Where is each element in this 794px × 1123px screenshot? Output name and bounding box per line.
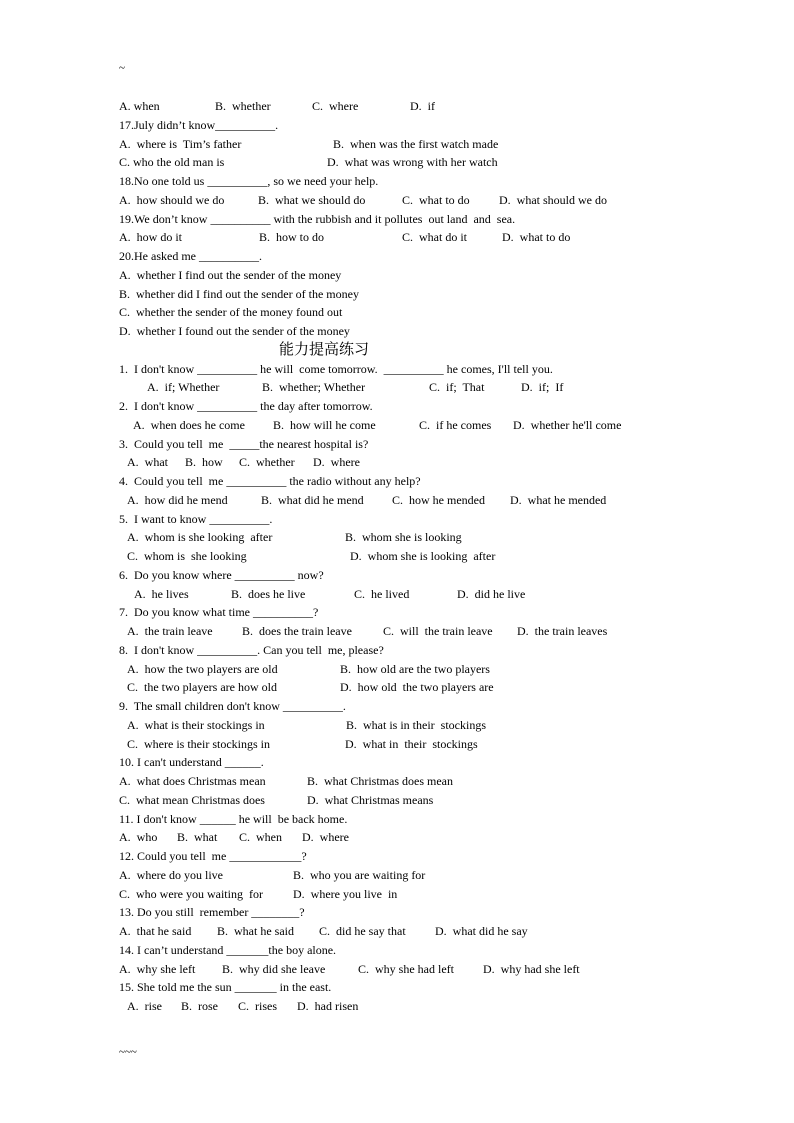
- question-text: 17.July didn’t know__________.: [119, 117, 279, 132]
- text-line: [119, 453, 719, 472]
- footer-mark: ~~~: [119, 1046, 137, 1058]
- option-text: B. whether: [215, 99, 271, 113]
- text-line: [119, 903, 719, 922]
- option-text: C. why she had left: [358, 961, 454, 976]
- question-text: 15. She told me the sun _______ in the east.: [119, 980, 332, 995]
- option-text: C. if; That: [429, 380, 485, 395]
- text-line: [119, 472, 719, 491]
- header-mark: ~: [119, 62, 125, 74]
- option-text: C. where: [312, 99, 359, 113]
- question-text: B. whether did I find out the sender of the money: [119, 286, 359, 301]
- text-line: [119, 885, 719, 904]
- option-text: A. when: [119, 99, 160, 113]
- option-text: D. why had she left: [483, 961, 580, 976]
- text-line: [119, 997, 719, 1016]
- text-line: [119, 978, 719, 997]
- question-text: 19.We don’t know __________ with the rubbish and it pollutes out land and sea.: [119, 211, 516, 226]
- option-text: B. how will he come: [273, 417, 376, 432]
- option-text: B. does he live: [231, 586, 306, 601]
- option-text: C. did he say that: [319, 924, 406, 938]
- text-line: [119, 847, 719, 866]
- text-line: [119, 528, 719, 547]
- text-line: [119, 228, 719, 247]
- option-text: D. what he mended: [510, 492, 607, 507]
- option-text: D. what should we do: [499, 192, 607, 207]
- option-text: C. the two players are how old: [127, 680, 277, 695]
- option-text: B. what: [177, 830, 218, 845]
- option-text: B. rose: [181, 999, 218, 1013]
- question-text: D. whether I found out the sender of the money: [119, 324, 350, 338]
- option-text: A. whom is she looking after: [127, 530, 273, 545]
- option-text: D. where you live in: [293, 886, 398, 901]
- exercise-block-continued: [119, 97, 719, 341]
- text-line: [119, 416, 719, 435]
- option-text: B. what he said: [217, 924, 294, 938]
- text-line: [119, 678, 719, 697]
- question-text: 1. I don't know __________ he will come tomorrow. __________ he comes, I'll tell you.: [119, 361, 553, 376]
- option-text: C. who were you waiting for: [119, 886, 263, 901]
- exercise-block-improvement: [119, 360, 719, 1016]
- text-line: [119, 810, 719, 829]
- option-text: B. does the train leave: [242, 624, 352, 638]
- text-line: [119, 172, 719, 191]
- option-text: A. when does he come: [133, 417, 245, 432]
- section-title: 能力提高练习: [279, 339, 370, 358]
- option-text: C. whom is she looking: [127, 549, 247, 563]
- option-text: D. had risen: [297, 999, 359, 1013]
- option-text: D. whom she is looking after: [350, 549, 496, 563]
- option-text: B. how to do: [259, 230, 325, 245]
- question-text: 7. Do you know what time __________?: [119, 605, 319, 620]
- option-text: C. when: [239, 830, 282, 845]
- option-text: C. who the old man is: [119, 155, 225, 170]
- question-text: 11. I don't know ______ he will be back home.: [119, 811, 348, 826]
- option-text: A. rise: [127, 999, 162, 1013]
- text-line: [119, 510, 719, 529]
- option-text: D. where: [302, 830, 349, 845]
- option-text: A. what: [127, 455, 168, 470]
- option-text: D. the train leaves: [517, 624, 608, 638]
- option-text: D. if: [410, 99, 435, 113]
- text-line: [119, 828, 719, 847]
- question-text: 13. Do you still remember ________?: [119, 905, 305, 920]
- question-text: 2. I don't know __________ the day after tomorrow.: [119, 399, 373, 413]
- option-text: D. what to do: [502, 230, 571, 245]
- option-text: B. what Christmas does mean: [307, 774, 453, 788]
- question-text: C. whether the sender of the money found out: [119, 305, 343, 320]
- text-line: [119, 435, 719, 454]
- option-text: D. how old the two players are: [340, 680, 494, 695]
- text-line: [119, 866, 719, 885]
- option-text: A. how did he mend: [127, 492, 228, 507]
- text-line: [119, 266, 719, 285]
- text-line: [119, 360, 719, 379]
- option-text: B. what did he mend: [261, 492, 364, 507]
- option-text: A. he lives: [134, 586, 189, 601]
- text-line: [119, 547, 719, 566]
- text-line: [119, 753, 719, 772]
- text-line: [119, 378, 719, 397]
- option-text: A. how the two players are old: [127, 661, 278, 676]
- text-line: [119, 247, 719, 266]
- question-text: 8. I don't know __________. Can you tell me, please?: [119, 642, 384, 657]
- text-line: [119, 791, 719, 810]
- text-line: [119, 922, 719, 941]
- option-text: D. what was wrong with her watch: [327, 155, 498, 170]
- option-text: C. what to do: [402, 192, 470, 207]
- question-text: 10. I can't understand ______.: [119, 755, 264, 770]
- text-line: [119, 622, 719, 641]
- option-text: C. if he comes: [419, 417, 492, 432]
- question-text: 9. The small children don't know __________.: [119, 699, 346, 713]
- text-line: [119, 941, 719, 960]
- question-text: 20.He asked me __________.: [119, 249, 262, 263]
- option-text: A. what does Christmas mean: [119, 774, 266, 788]
- question-text: 12. Could you tell me ____________?: [119, 849, 307, 863]
- option-text: C. will the train leave: [383, 624, 493, 638]
- text-line: [119, 735, 719, 754]
- option-text: B. what is in their stockings: [346, 717, 486, 732]
- text-line: [119, 397, 719, 416]
- text-line: [119, 135, 719, 154]
- option-text: B. when was the first watch made: [333, 136, 499, 151]
- option-text: C. how he mended: [392, 492, 485, 507]
- text-line: [119, 322, 719, 341]
- option-text: D. if; If: [521, 380, 564, 395]
- option-text: A. that he said: [119, 924, 192, 938]
- option-text: A. the train leave: [127, 624, 213, 638]
- text-line: [119, 491, 719, 510]
- text-line: [119, 772, 719, 791]
- question-text: 6. Do you know where __________ now?: [119, 567, 324, 582]
- option-text: D. where: [313, 455, 360, 470]
- question-text: 14. I can’t understand _______the boy alone.: [119, 942, 337, 957]
- option-text: A. if; Whether: [147, 380, 220, 395]
- text-line: [119, 153, 719, 172]
- option-text: A. who: [119, 830, 158, 845]
- option-text: D. what in their stockings: [345, 736, 478, 751]
- option-text: D. did he live: [457, 586, 526, 601]
- question-text: 5. I want to know __________.: [119, 511, 273, 526]
- text-line: [119, 960, 719, 979]
- question-text: A. whether I find out the sender of the money: [119, 267, 342, 282]
- option-text: C. where is their stockings in: [127, 736, 270, 751]
- section-title-row: [119, 341, 719, 360]
- text-line: [119, 697, 719, 716]
- question-text: 18.No one told us __________, so we need your help.: [119, 174, 379, 188]
- text-line: [119, 641, 719, 660]
- option-text: B. why did she leave: [222, 961, 326, 976]
- option-text: C. what do it: [402, 230, 467, 245]
- text-line: [119, 566, 719, 585]
- text-line: [119, 191, 719, 210]
- question-text: 4. Could you tell me __________ the radio without any help?: [119, 474, 421, 488]
- text-line: [119, 303, 719, 322]
- option-text: C. whether: [239, 455, 295, 470]
- text-line: [119, 603, 719, 622]
- option-text: A. how do it: [119, 230, 182, 245]
- text-line: [119, 716, 719, 735]
- text-line: [119, 97, 719, 116]
- option-text: D. what Christmas means: [307, 792, 434, 807]
- option-text: C. rises: [238, 999, 277, 1013]
- option-text: D. what did he say: [435, 924, 528, 938]
- text-line: [119, 585, 719, 604]
- text-line: [119, 285, 719, 304]
- text-line: [119, 660, 719, 679]
- option-text: C. what mean Christmas does: [119, 792, 265, 807]
- option-text: A. where do you live: [119, 867, 223, 882]
- option-text: C. he lived: [354, 586, 410, 601]
- option-text: B. whom she is looking: [345, 530, 462, 545]
- text-line: [119, 116, 719, 135]
- option-text: B. how: [185, 455, 223, 470]
- option-text: B. whether; Whether: [262, 380, 366, 395]
- option-text: B. how old are the two players: [340, 661, 490, 676]
- exercise-content: [119, 97, 719, 1016]
- option-text: A. how should we do: [119, 192, 225, 207]
- option-text: B. who you are waiting for: [293, 867, 426, 882]
- option-text: B. what we should do: [258, 192, 366, 207]
- text-line: [119, 210, 719, 229]
- option-text: A. what is their stockings in: [127, 717, 265, 732]
- option-text: A. where is Tim’s father: [119, 136, 242, 151]
- question-text: 3. Could you tell me _____the nearest hospital is?: [119, 436, 369, 451]
- option-text: A. why she left: [119, 961, 196, 976]
- option-text: D. whether he'll come: [513, 417, 622, 432]
